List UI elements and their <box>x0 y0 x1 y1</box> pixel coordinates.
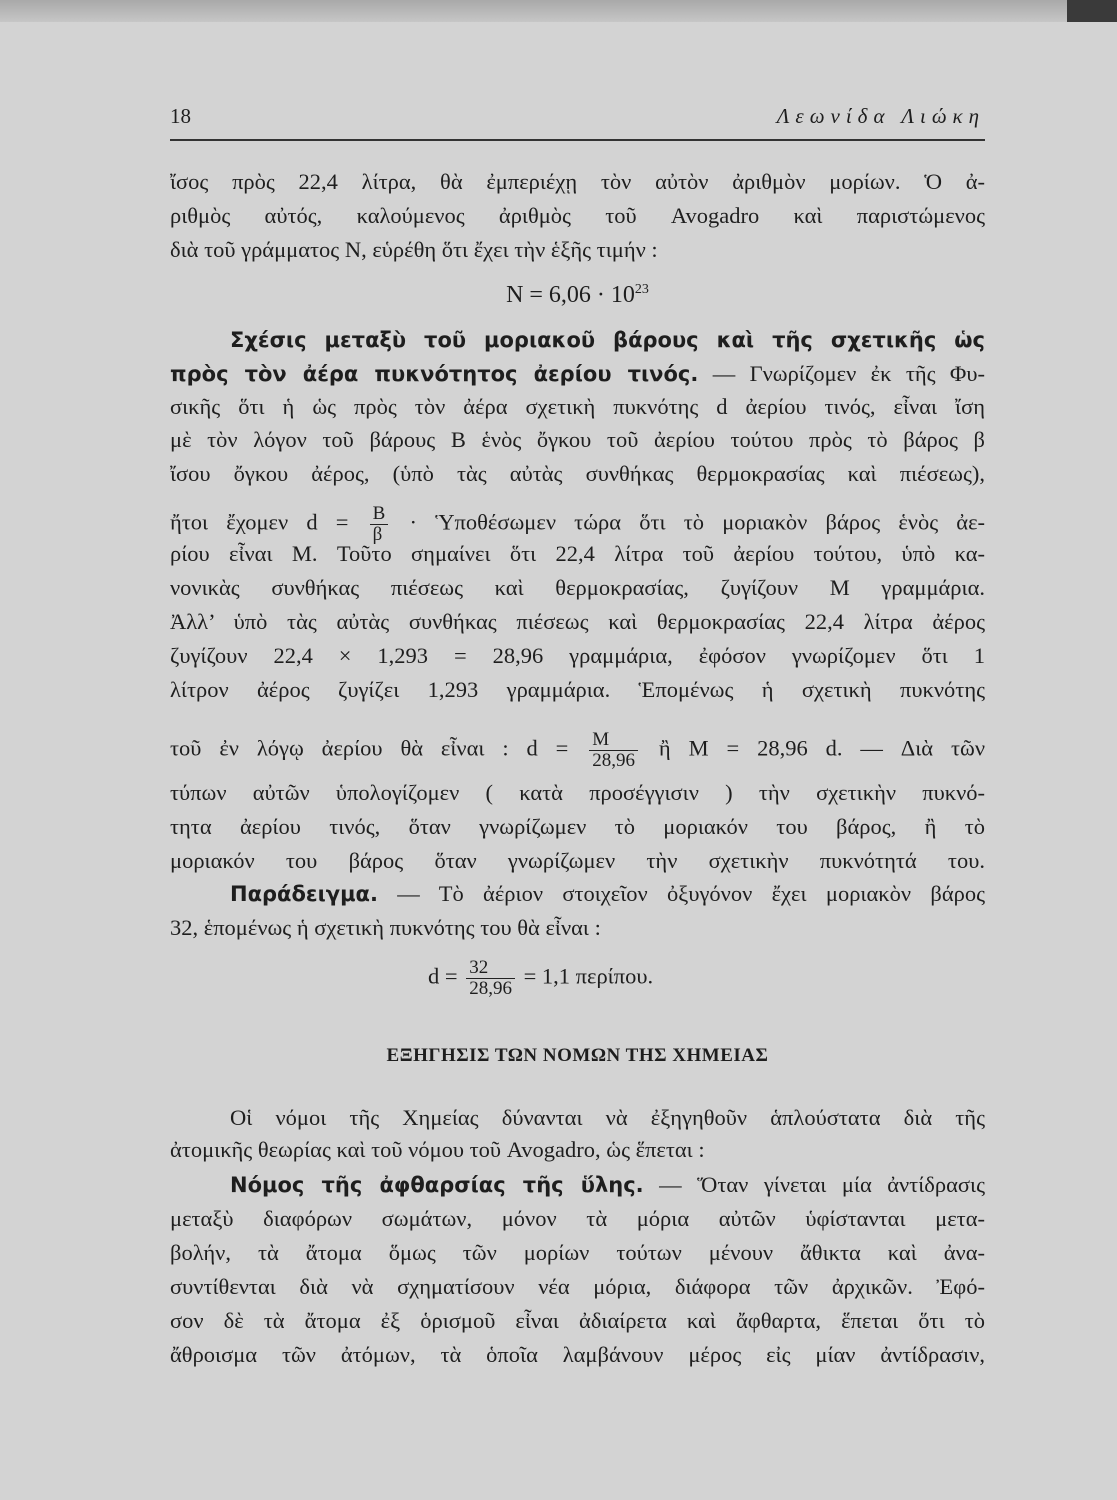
text-line: ἄθροισμα τῶν ἀτόμων, τὰ ὁποῖα λαμβάνουν μέρος εἰς μίαν ἀντίδρασιν, <box>170 1342 985 1367</box>
text-line: ζυγίζουν 22,4 × 1,293 = 28,96 γραμμάρια, ἐφόσον γνωρίζομεν ὅτι 1 <box>170 643 985 668</box>
equation-exponent: 23 <box>634 282 649 297</box>
text-line: βολήν, τὰ ἄτομα ὅμως τῶν μορίων τούτων μένουν ἄθικτα καὶ ἀνα- <box>170 1240 985 1265</box>
text-line: ἴσου ὄγκου ἀέρος, (ὑπὸ τὰς αὐτὰς συνθήκας θερμοκρασίας καὶ πιέσεως), <box>170 461 985 486</box>
text: ἤτοι ἔχομεν d = <box>170 509 349 535</box>
equation-base: N = 6,06 · 10 <box>506 282 635 308</box>
law-line <box>170 1171 985 1199</box>
text: · Ὑποθέσωμεν τώρα ὅτι τὸ μοριακὸν βάρος ἑνὸς ἀε- <box>409 509 986 535</box>
text: ἢ M = 28,96 d. — Διὰ τῶν <box>658 735 985 761</box>
denominator: β <box>372 524 383 545</box>
text-line: ρίου εἶναι M. Τοῦτο σημαίνει ὅτι 22,4 λίτρα τοῦ ἀερίου τούτου, ὑπὸ κα- <box>170 541 985 566</box>
example-line <box>170 880 985 908</box>
text-line: Οἱ νόμοι τῆς Χημείας δύνανται νὰ ἐξηγηθοῦν ἁπλούστατα διὰ τῆς <box>230 1105 985 1130</box>
text-line: τύπων αὐτῶν ὑπολογίζομεν ( κατὰ προσέγγισιν ) τὴν σχετικὴν πυκνό- <box>170 780 985 805</box>
text-line: μὲ τὸν λόγον τοῦ βάρους B ἑνὸς ὄγκου τοῦ ἀερίου τούτου πρὸς τὸ βάρος β <box>170 427 985 452</box>
text-line: σον δὲ τὰ ἄτομα ἐξ ὁρισμοῦ εἶναι ἀδιαίρετα καὶ ἄφθαρτα, ἕπεται ὅτι τὸ <box>170 1308 985 1333</box>
formula-line <box>170 504 985 545</box>
text: — Γνωρίζομεν ἐκ τῆς Φυ- <box>712 361 985 386</box>
text-line: 32, ἑπομένως ἡ σχετικὴ πυκνότης του θὰ εἶναι : <box>170 915 601 940</box>
running-author: Λεωνίδα Λιώκη <box>776 104 985 128</box>
text: = 1,1 περίπου. <box>523 963 654 989</box>
text-line: Ἀλλ’ ὑπὸ τὰς αὐτὰς συνθήκας πιέσεως καὶ θερμοκρασίας 22,4 λίτρα ἀέρος <box>170 609 985 634</box>
fraction <box>370 504 389 545</box>
text-line: ἀτομικῆς θεωρίας καὶ τοῦ νόμου τοῦ Avogadro, ὡς ἕπεται : <box>170 1137 705 1162</box>
scan-corner <box>1067 0 1117 22</box>
denominator: 28,96 <box>469 978 512 999</box>
text-line: μεταξὺ διαφόρων σωμάτων, μόνον τὰ μόρια αὐτῶν ὑφίστανται μετα- <box>170 1206 985 1231</box>
example-label: Παράδειγμα. <box>230 882 378 906</box>
section-title-line <box>170 326 985 354</box>
text: τοῦ ἐν λόγῳ ἀερίου θὰ εἶναι : d = <box>170 735 569 761</box>
text: — Τὸ ἀέριον στοιχεῖον ὀξυγόνον ἔχει μοριακὸν βάρος <box>397 881 985 906</box>
text-line: διὰ τοῦ γράμματος N, εὑρέθη ὅτι ἔχει τὴν ἑξῆς τιμήν : <box>170 237 658 262</box>
equation-avogadro <box>170 276 985 309</box>
section-title: Σχέσις μεταξὺ τοῦ μοριακοῦ βάρους καὶ τῆς σχετικῆς ὡς <box>230 328 985 352</box>
text-line: νονικὰς συνθήκας πιέσεως καὶ θερμοκρασίας, ζυγίζουν M γραμμάρια. <box>170 575 985 600</box>
text-line: τητα ἀερίου τινός, ὅταν γνωρίζωμεν τὸ μοριακόν του βάρος, ἢ τὸ <box>170 814 985 839</box>
fraction <box>589 730 638 771</box>
numerator: M <box>589 730 638 751</box>
section-heading: ΕΞΗΓΗΣΙΣ ΤΩΝ ΝΟΜΩΝ ΤΗΣ ΧΗΜΕΙΑΣ <box>386 1045 769 1066</box>
fraction <box>466 958 515 999</box>
text: — Ὅταν γίνεται μία ἀντίδρασις <box>659 1172 985 1197</box>
text-line: συντίθενται διὰ νὰ σχηματίσουν νέα μόρια, διάφορα τῶν ἀρχικῶν. Ἐφό- <box>170 1274 985 1299</box>
text-line: ριθμὸς αὐτός, καλούμενος ἀριθμὸς τοῦ Avogadro καὶ παριστώμενος <box>170 203 985 228</box>
running-header <box>170 100 985 132</box>
text-line: ἴσος πρὸς 22,4 λίτρα, θὰ ἐμπεριέχῃ τὸν αὐτὸν ἀριθμὸν μορίων. Ὁ ἀ- <box>170 169 985 194</box>
header-rule <box>170 139 985 141</box>
equation-example <box>170 958 985 999</box>
numerator: 32 <box>466 958 515 979</box>
numerator: B <box>370 504 389 525</box>
formula-line <box>170 730 985 771</box>
section-title: πρὸς τὸν ἀέρα πυκνότητος ἀερίου τινός. <box>170 362 699 386</box>
section-title-line <box>170 360 985 388</box>
text: d = <box>428 963 458 989</box>
scan-top-edge <box>0 0 1117 22</box>
denominator: 28,96 <box>592 750 635 771</box>
text-line: λίτρον ἀέρος ζυγίζει 1,293 γραμμάρια. Ἑπομένως ἡ σχετικὴ πυκνότης <box>170 677 985 702</box>
law-label: Νόμος τῆς ἀφθαρσίας τῆς ὕλης. <box>230 1173 644 1197</box>
text-line: μοριακόν του βάρος ὅταν γνωρίζωμεν τὴν σχετικὴν πυκνότητά του. <box>170 848 985 873</box>
page-number: 18 <box>170 104 191 128</box>
text-line: σικῆς ὅτι ἡ ὡς πρὸς τὸν ἀέρα σχετικὴ πυκνότης d ἀερίου τινός, εἶναι ἴση <box>170 394 985 419</box>
